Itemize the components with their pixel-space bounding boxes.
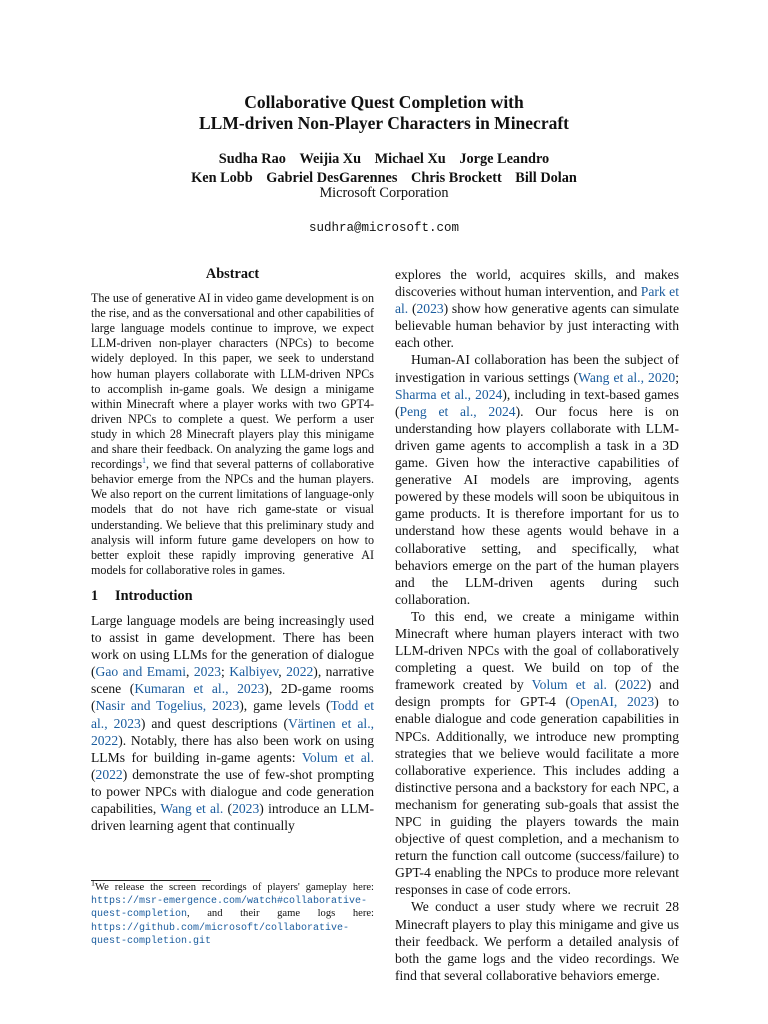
author-name: Michael Xu bbox=[374, 151, 446, 167]
citation-link[interactable]: Wang et al., 2020 bbox=[578, 369, 676, 385]
left-column bbox=[91, 266, 374, 834]
body-text: ). Our focus here is on understanding how players collaborate with LLM-driven game agents to accomplish a task in a 3D game. Given how the interactive capabilities of generative AI models are improving, agents powered by these models will soon be ubiquitous in game products. It is therefore important for us to understand how these agents would behave in a collaborative setting, and specifically, what behaviors emerge on the part of the human players and the LLM-driven agents during such collaboration. bbox=[395, 403, 679, 607]
body-text: ), game levels ( bbox=[239, 698, 331, 714]
author-name: Chris Brockett bbox=[411, 170, 502, 186]
body-text: , bbox=[278, 664, 287, 680]
footnote-divider bbox=[91, 880, 211, 881]
citation-link[interactable]: Park et al. bbox=[395, 284, 679, 317]
abstract-text bbox=[91, 291, 374, 578]
citation-link[interactable]: 2022 bbox=[286, 664, 314, 680]
citation-link[interactable]: 2022 bbox=[619, 677, 647, 693]
citation-link[interactable]: 2023 bbox=[193, 664, 222, 680]
body-text: ( bbox=[91, 766, 96, 782]
body-text: Large language models are being increasingly used to assist in game development. There has been work on using LLMs for the generation of dialogue ( bbox=[91, 612, 374, 680]
body-text: ; bbox=[221, 664, 230, 680]
footnote bbox=[91, 878, 374, 949]
contact-email[interactable]: sudhra@microsoft.com bbox=[308, 221, 460, 235]
author-name: Jorge Leandro bbox=[459, 151, 550, 167]
author-name: Ken Lobb bbox=[191, 170, 253, 186]
title-line-1: Collaborative Quest Completion with bbox=[244, 92, 524, 112]
body-text: ) demonstrate the use of few-shot prompting to power NPCs with dialogue and code generation capabilities, bbox=[91, 766, 374, 816]
affiliation: Microsoft Corporation bbox=[319, 185, 449, 201]
body-text: ) to enable dialogue and code generation capabilities in NPCs. Additionally, we introduce new prompting strategies that we believe would facilitate a more collaborative experience. This includes adding a distinctive persona and a backstory for each NPC, a mechanism for generating sub-goals that assist the NPC in guiding the players towards the main objective of quest completion, and a mechanism to return the function call outcome (success/failure) to GPT-4 enabling the NPCs to produce more relevant responses in case of code errors. bbox=[395, 694, 680, 898]
footnote-link-recordings[interactable]: https://msr-emergence.com/watch#collaborative-quest-completion bbox=[91, 895, 368, 921]
citation-link[interactable]: Gao and Emami bbox=[95, 664, 186, 680]
section-title: Introduction bbox=[115, 587, 193, 604]
citation-link[interactable]: Kalbiyev bbox=[229, 664, 279, 680]
citation-link[interactable]: Kumaran et al., 2023 bbox=[134, 681, 265, 697]
footnote-text: We release the screen recordings of players' gameplay here: bbox=[95, 882, 374, 893]
citation-link[interactable]: Volum et al. bbox=[301, 749, 374, 765]
intro-paragraph-1-continued bbox=[395, 266, 679, 351]
citation-link[interactable]: OpenAI, 2023 bbox=[570, 694, 655, 710]
body-text: ( bbox=[606, 677, 620, 693]
author-name: Weijia Xu bbox=[299, 151, 362, 167]
footnote-ref[interactable]: 1 bbox=[142, 456, 147, 466]
body-text: ( bbox=[408, 301, 417, 317]
body-text: ). Notably, there has also been work on using LLMs for building in-game agents: bbox=[91, 732, 374, 765]
footnote-text: , and their game logs here: bbox=[187, 908, 374, 920]
citation-link[interactable]: Peng et al., 2024 bbox=[399, 403, 516, 419]
section-heading-introduction bbox=[91, 588, 374, 605]
paper-title bbox=[90, 92, 678, 134]
citation-link[interactable]: Sharma et al., 2024 bbox=[395, 386, 503, 402]
title-line-2: LLM-driven Non-Player Characters in Minecraft bbox=[198, 113, 569, 133]
abstract-text-part: , we find that several patterns of collaborative behavior emerge from the NPCs and the human players. We also report on the current limitations of language-only models that do not have rich game-state or visual understanding. We believe that this preliminary study and analysis will inform future game developers on how to better exploit these rapidly improving generative AI models for collaborative roles in games. bbox=[91, 457, 374, 577]
citation-link[interactable]: 2023 bbox=[232, 801, 260, 816]
body-text: ) introduce an LLM-driven learning agent that continually bbox=[91, 801, 374, 834]
author-name: Gabriel DesGarennes bbox=[266, 170, 398, 186]
abstract-heading: Abstract bbox=[205, 266, 260, 282]
right-column bbox=[395, 266, 679, 984]
intro-paragraph-3 bbox=[395, 608, 679, 899]
body-text: ), including in text-based games ( bbox=[395, 386, 680, 419]
abstract-text-part: The use of generative AI in video game development is on the rise, and as the conversational and other capabilities of large language models continue to improve, we expect LLM-driven non-player characters (NPCs) to become widely deployed. In this paper, we seek to understand how human players collaborate with LLM-driven NPCs to accomplish in-game goals. We design a minigame within Minecraft where a player works with two GPT4-driven NPCs to complete a quest. We perform a user study in which 28 Minecraft players play this minigame and share their feedback. On analyzing the game logs and recordings bbox=[91, 291, 374, 472]
body-text: , bbox=[186, 664, 194, 680]
body-text: ) and design prompts for GPT-4 ( bbox=[395, 677, 679, 710]
body-text: ; bbox=[675, 369, 679, 385]
body-text: explores the world, acquires skills, and makes discoveries without human intervention, and bbox=[395, 267, 679, 300]
intro-paragraph-4: We conduct a user study where we recruit 28 Minecraft players to play this minigame and give us their feedback. We perform a detailed analysis of both the game logs and the video recordings. We find that several collaborative behaviors emerge. bbox=[395, 899, 679, 983]
citation-link[interactable]: Nasir and Togelius, 2023 bbox=[95, 698, 240, 714]
author-list bbox=[90, 150, 678, 188]
authors-row-1 bbox=[90, 150, 678, 169]
body-text: ), 2D-game rooms ( bbox=[91, 681, 374, 714]
intro-paragraph-1 bbox=[91, 612, 374, 834]
footnote-link-logs[interactable]: https://github.com/microsoft/collaborative-quest-completion.git bbox=[91, 922, 350, 948]
body-text: Human-AI collaboration has been the subject of investigation in various settings ( bbox=[395, 352, 679, 385]
body-text: ) show how generative agents can simulate believable human behavior by just interacting with each other. bbox=[395, 301, 679, 351]
citation-link[interactable]: 2023 bbox=[416, 301, 444, 317]
body-text: ( bbox=[223, 801, 233, 816]
author-name: Bill Dolan bbox=[515, 170, 577, 186]
citation-link[interactable]: Wang et al. bbox=[160, 801, 224, 816]
body-text: To this end, we create a minigame within Minecraft where human players interact with two LLM-driven NPCs with the goal of collaboratively completing a quest. We build on top of the framework created by bbox=[395, 608, 679, 693]
citation-link[interactable]: 2022 bbox=[95, 766, 123, 782]
citation-link[interactable]: Volum et al. bbox=[531, 677, 607, 693]
body-text: ), narrative scene ( bbox=[91, 664, 374, 697]
footnote-mark: 1 bbox=[91, 878, 95, 888]
body-text: ) and quest descriptions ( bbox=[140, 715, 288, 731]
intro-paragraph-2 bbox=[395, 351, 679, 607]
section-number: 1 bbox=[91, 587, 99, 604]
citation-link[interactable]: Värtinen et al., 2022 bbox=[91, 715, 374, 748]
author-name: Sudha Rao bbox=[218, 151, 286, 167]
citation-link[interactable]: Todd et al., 2023 bbox=[91, 698, 374, 731]
